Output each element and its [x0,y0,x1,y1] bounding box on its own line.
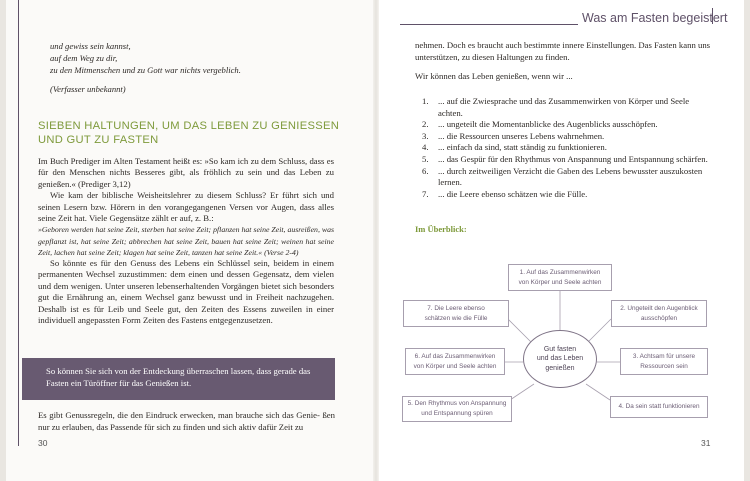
list-number: 1. [422,96,429,106]
diagram-box-line: von Körper und Seele achten [518,278,602,286]
diagram-box-line: 7. Die Leere ebenso [427,304,485,312]
poem-attribution: (Verfasser unbekannt) [50,84,126,94]
list-text: ... das Gespür für den Rhythmus von Anspannung und Entspannung schärfen. [438,153,708,164]
diagram-box-7 [403,300,509,327]
diagram-box-1 [508,264,612,291]
diagram-box-line: ausschöpfen [640,314,678,322]
poem-line: und gewiss sein kannst, [50,41,131,51]
diagram-center-line: und das Leben [536,355,584,363]
diagram-box-5 [402,396,512,422]
list-text: ... die Leere ebenso schätzen wie die Fülle. [438,188,588,199]
connector-line [510,384,534,400]
diagram-center-line: Gut fasten [543,345,577,353]
running-header: Was am Fasten begeistert [582,11,728,25]
diagram-box-6 [405,348,505,375]
page-number-left: 30 [38,438,48,448]
diagram-box-2 [611,300,707,327]
diagram-box-line: 5. Den Rhythmus von Anspannung [407,400,507,407]
diagram-box-line: Ressourcen sein [640,362,688,370]
diagram-box-line: von Körper und Seele achten [413,362,497,370]
page-number-right: 31 [701,438,711,448]
list-text: ... die Ressourcen unseres Lebens wahrnehmen. [438,130,605,141]
section-heading-line1: SIEBEN HALTUNGEN, UM DAS LEBEN ZU GENIESSEN [38,120,340,132]
paragraph: Es gibt Genussregeln, die den Eindruck erwecken, man brauche sich das Genie- ßen nur zu erlauben, das Passende für sich zu finden und sich aktiv dafür Zeit zu [38,410,335,432]
list-number: 6. [422,165,429,176]
diagram-center-line: genießen [545,364,575,372]
diagram-box-line: 2. Ungeteilt den Augenblick [620,304,698,312]
paragraph: nehmen. Doch es braucht auch bestimmte innere Einstellungen. Das Fasten kann uns unterstützen, zu diesen Haltungen zu finden. [415,40,711,62]
diagram-box-3 [620,348,708,375]
section-heading-line2: UND GUT ZU FASTEN [38,133,159,146]
diagram-center [523,330,597,388]
callout-text: So können Sie sich von der Entdeckung überraschen lassen, dass gerade das Fasten ein Türöffner für das Genießen ist. [46,366,311,389]
poem-line: zu den Mitmenschen und zu Gott war nichts vergeblich. [50,65,241,76]
diagram-box-line: 4. Da sein statt funktionieren [618,403,700,410]
poem-line: auf dem Weg zu dir, [50,53,118,64]
list-number: 7. [422,188,429,199]
diagram-box-line: 6. Auf das Zusammenwirken [414,352,496,360]
paragraph: Wie kam der biblische Weisheitslehrer zu diesem Schluss? Er führt sich und seinen Lesern bzw. Hörern in den vorangegangenen Versen vor Augen, dass alles seine Zeit hat. Viele Gegensätze zählt er auf, z. B.: [38,190,334,224]
list-number: 5. [422,153,429,164]
diagram-box-line: und Entspannung spüren [421,410,493,417]
diagram-box-line: 3. Achtsam für unsere [632,352,696,360]
overview-label: Im Überblick: [415,224,467,234]
list-text: ... auf die Zwiesprache und das Zusammenwirken von Körper und Seele achten. [438,96,690,118]
list-text: ... einfach da sind, statt ständig zu funktionieren. [438,142,607,153]
list-number: 3. [422,130,429,141]
connector-line [586,384,610,400]
list-number: 4. [422,142,429,153]
paragraph: Wir können das Leben genießen, wenn wir ... [415,71,573,82]
list-text: ... ungeteilt die Momentanblicke des Augenblicks ausschöpfen. [438,119,658,130]
list-number: 2. [422,119,429,130]
bible-quote: »Geboren werden hat seine Zeit, sterben hat seine Zeit; pflanzen hat seine Zeit, ausreißen, was gepflanzt ist, hat seine Zeit; abbrechen hat seine Zeit, bauen hat seine Zeit; weinen hat seine Zeit, lachen hat seine Zeit; klagen hat seine Zeit, tanzen hat seine Zeit.« (Verse 2-4) [38,225,334,257]
connector-line [588,319,611,342]
paragraph: So könnte es für den Genuss des Lebens ein Schlüssel sein, beidem in einem permanenten Wechsel zuzustimmen: dem einen und dessen Gegensatz, dem vielen und dem wenigen. Unter unseren lebenserhaltenden Vorgängen bietet sich besonders gut die Ernährung an, einem Wechsel ganz bewusst und in Freiheit nachzugehen. Deshalb ist es für Leib und Seele gut, den Zeiten des Essens zuweilen in einer individuell angepassten Form Zeiten des Fastens entgegenzusetzen. [38,258,334,326]
diagram-box-4 [610,396,708,418]
list-text: ... durch zeitweiligen Verzicht die Gaben des Lebens bewusster auszukosten lernen. [438,165,703,188]
diagram-box-line: 1. Auf das Zusammenwirken [519,268,601,276]
connector-line [508,319,531,342]
diagram-box-line: schätzen wie die Fülle [424,314,488,322]
paragraph: Im Buch Prediger im Alten Testament heißt es: »So kam ich zu dem Schluss, dass es für den Menschen nichts Besseres gibt, als fröhlich zu sein und das Leben zu genießen.« (Prediger 3,12) [38,156,334,189]
